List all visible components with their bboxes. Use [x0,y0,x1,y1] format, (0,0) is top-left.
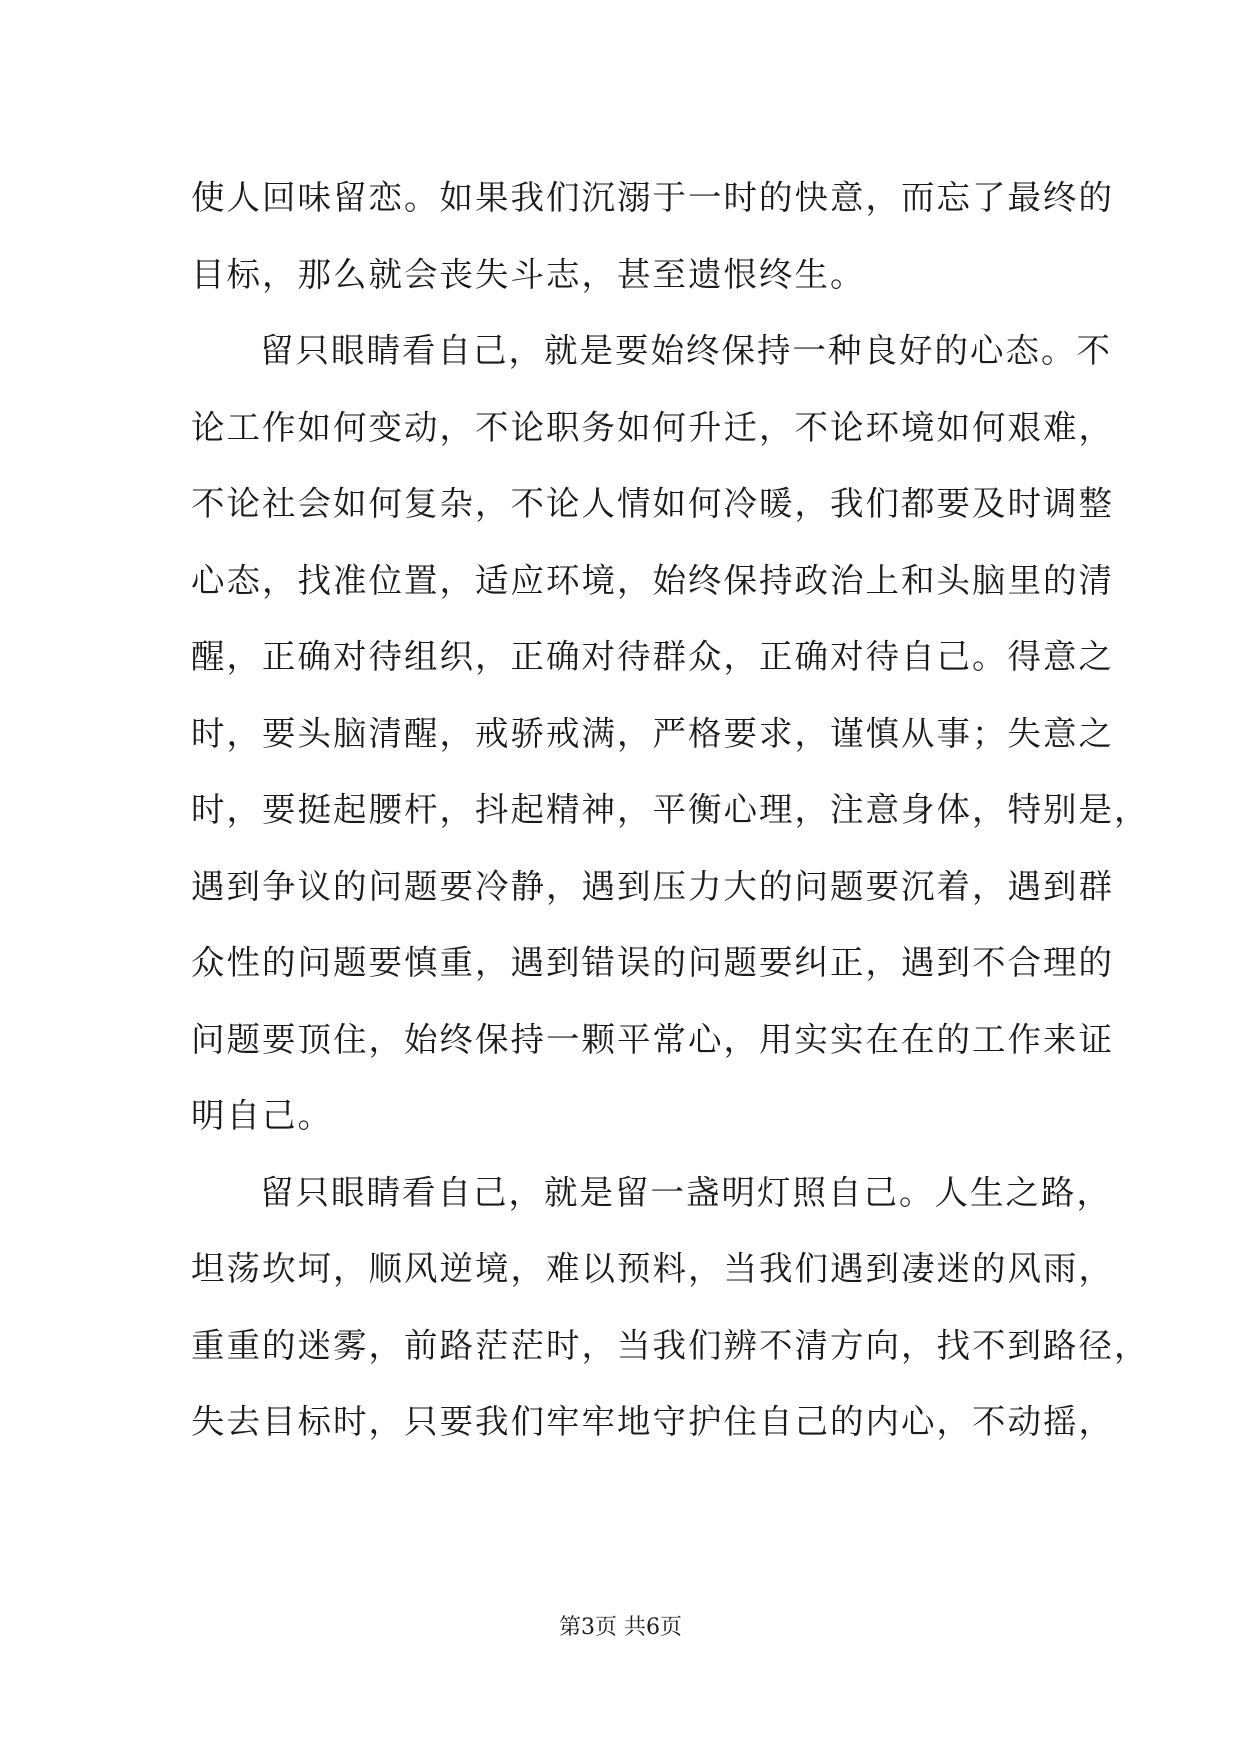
text-line: 论工作如何变动，不论职务如何升迁，不论环境如何艰难， [191,407,1114,447]
text-line: 心态，找准位置，适应环境，始终保持政治上和头脑里的清 [191,560,1114,600]
text-line: 时，要挺起腰杆，抖起精神，平衡心理，注意身体，特别是， [191,790,1150,829]
page-footer: 第3页 共6页 [559,1615,682,1640]
text-line: 坦荡坎坷，顺风逆境，难以预料，当我们遇到凄迷的风雨， [191,1249,1114,1288]
text-line: 目标，那么就会丧失斗志，甚至遗恨终生。 [191,254,866,294]
document-body [191,160,1150,1461]
text-line: 明自己。 [191,1096,333,1135]
text-line: 重重的迷雾，前路茫茫时，当我们辨不清方向，找不到路径， [191,1325,1150,1365]
text-line: 不论社会如何复杂，不论人情如何冷暖，我们都要及时调整 [191,484,1114,523]
text-line: 醒，正确对待组织，正确对待群众，正确对待自己。得意之 [191,637,1114,676]
text-line: 使人回味留恋。如果我们沉溺于一时的快意，而忘了最终的 [191,178,1114,217]
text-line: 时，要头脑清醒，戒骄戒满，严格要求，谨慎从事；失意之 [191,713,1114,753]
text-line: 失去目标时，只要我们牢牢地守护住自己的内心，不动摇， [191,1402,1114,1441]
text-line: 问题要顶住，始终保持一颗平常心，用实实在在的工作来证 [191,1019,1114,1059]
paragraph-first-line: 留只眼睛看自己，就是要始终保持一种良好的心态。不 [260,331,1112,370]
text-line: 众性的问题要慎重，遇到错误的问题要纠正，遇到不合理的 [191,943,1114,982]
text-line: 遇到争议的问题要冷静，遇到压力大的问题要沉着，遇到群 [191,866,1114,906]
paragraph-first-line: 留只眼睛看自己，就是留一盏明灯照自己。人生之路， [260,1172,1112,1212]
